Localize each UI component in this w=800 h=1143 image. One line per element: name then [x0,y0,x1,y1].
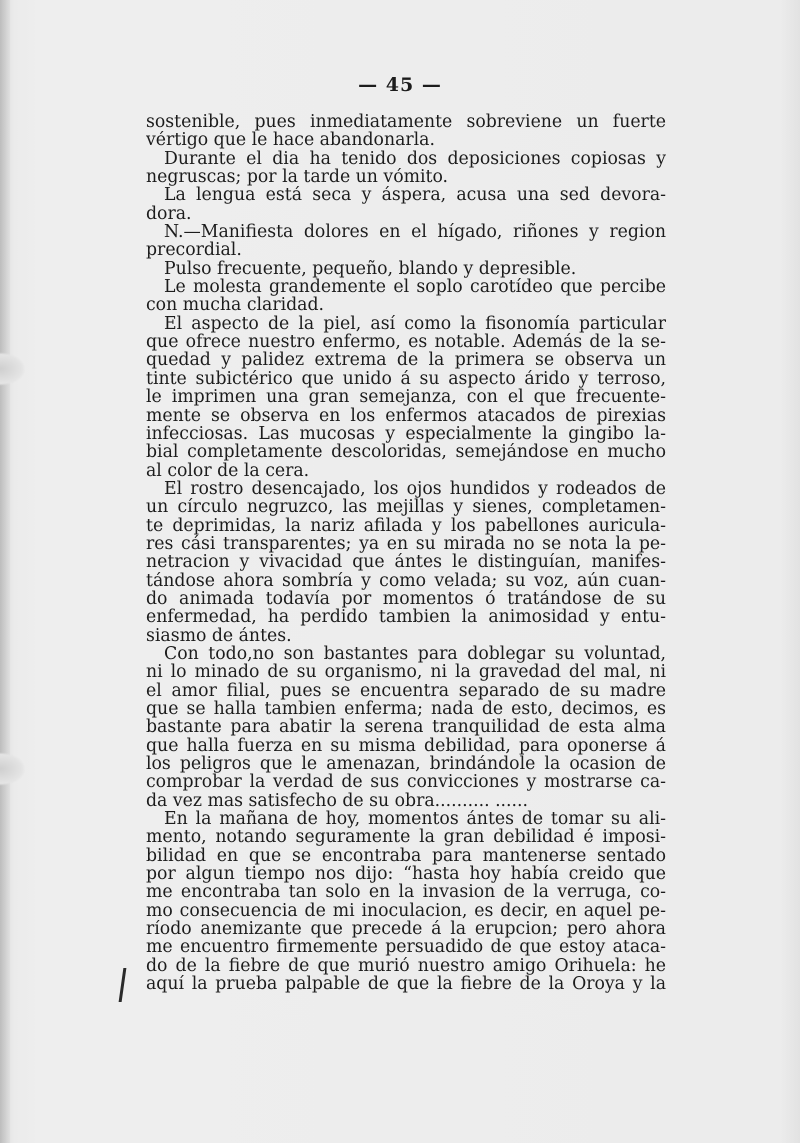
text-line: infecciosas. Las mucosas y especialmente la gingibo la- [146,424,666,444]
text-line: N.—Manifiesta dolores en el hígado, riñones y region [164,223,666,242]
text-line: El aspecto de la piel, así como la fisonomía particular [164,314,666,334]
text-line: En la mañana de hoy, momentos ántes de tomar su ali- [164,810,666,829]
text-line: comprobar la verdad de sus convicciones y mostrarse ca- [146,773,666,792]
text-line: bastante para abatir la serena tranquilidad de esta alma [146,718,666,737]
text-line: le imprimen una gran semejanza, con el que frecuente- [146,388,666,407]
text-line: netracion y vivacidad que ántes le distinguían, manifes- [146,553,666,572]
text-line: con mucha claridad. [146,296,325,315]
text-line: aquí la prueba palpable de que la fiebre de la Oroya y la [146,975,666,994]
text-line: Con todo,no son bastantes para doblegar su voluntad, [164,644,666,664]
text-line: enfermedad, ha perdido tambien la animosidad y entu- [146,608,666,627]
page-tear-mark [0,752,26,786]
text-line: Pulso frecuente, pequeño, blando y depresible. [164,259,577,279]
margin-pencil-mark [119,968,127,1002]
text-line: res cási transparentes; ya en su mirada no se nota la pe- [146,534,666,554]
text-line: do animada todavía por momentos ó tratándose de su [146,589,666,609]
text-line: el amor filial, pues se encuentra separado de su madre [146,681,666,700]
text-line: La lengua está seca y áspera, acusa una sed devora- [164,186,666,205]
text-line: ríodo anemizante que precede á la erupcion; pero ahora [146,920,666,939]
text-line: vértigo que le hace abandonarla. [146,131,435,150]
text-line: do de la fiebre de que murió nuestro amigo Orihuela: he [146,956,666,976]
text-line: precordial. [146,241,242,260]
text-line: me encuentro firmemente persuadido de que estoy ataca- [146,938,666,957]
text-line: por algun tiempo nos dijo: “hasta hoy había creido que [146,865,666,884]
text-line: me encontraba tan solo en la invasion de la verruga, co- [146,883,666,902]
text-line: que halla fuerza en su misma debilidad, para oponerse á [146,736,666,756]
text-line: da vez mas satisfecho de su obra.......... ...... [146,791,529,811]
text-line: que se halla tambien enferma; nada de esto, decimos, es [146,700,666,719]
text-line: ni lo minado de su organismo, ni la gravedad del mal, ni [146,663,666,682]
text-line: tinte subictérico que unido á su aspecto árido y terroso, [146,369,666,389]
text-line: Le molesta grandemente el soplo carotídeo que percibe [164,278,666,297]
page-tear-mark [0,352,26,386]
text-line: El rostro desencajado, los ojos hundidos y rodeados de [164,479,666,499]
text-line: que ofrece nuestro enfermo, es notable. Además de la se- [146,333,666,352]
text-line: mento, notando seguramente la gran debilidad é imposi- [146,828,666,847]
text-line: un círculo negruzco, las mejillas y sienes, completamen- [146,498,666,517]
body-text [146,113,666,994]
text-line: bial completamente descoloridas, semejándose en mucho [146,443,666,462]
text-line: mente se observa en los enfermos atacados de pirexias [146,406,666,425]
text-line: te deprimidas, la nariz afilada y los pabellones auricula- [146,516,666,535]
text-line: negruscas; por la tarde un vómito. [146,168,449,187]
text-line: siasmo de ántes. [146,626,292,645]
text-line: dora. [146,204,192,224]
page-number: — 45 — [358,74,442,96]
text-line: al color de la cera. [146,461,310,480]
text-line: tándose ahora sombría y como velada; su voz, aún cuan- [146,571,666,590]
text-line: quedad y palidez extrema de la primera se observa un [146,351,666,370]
text-line: los peligros que le amenazan, brindándole la ocasion de [146,755,666,774]
text-line: bilidad en que se encontraba para mantenerse sentado [146,846,666,866]
page-binding-edge [0,0,10,1143]
text-line: mo consecuencia de mi inoculacion, es decir, en aquel pe- [146,901,666,921]
text-line: sostenible, pues inmediatamente sobreviene un fuerte [146,113,666,132]
text-line: Durante el dia ha tenido dos deposiciones copiosas y [164,149,666,169]
